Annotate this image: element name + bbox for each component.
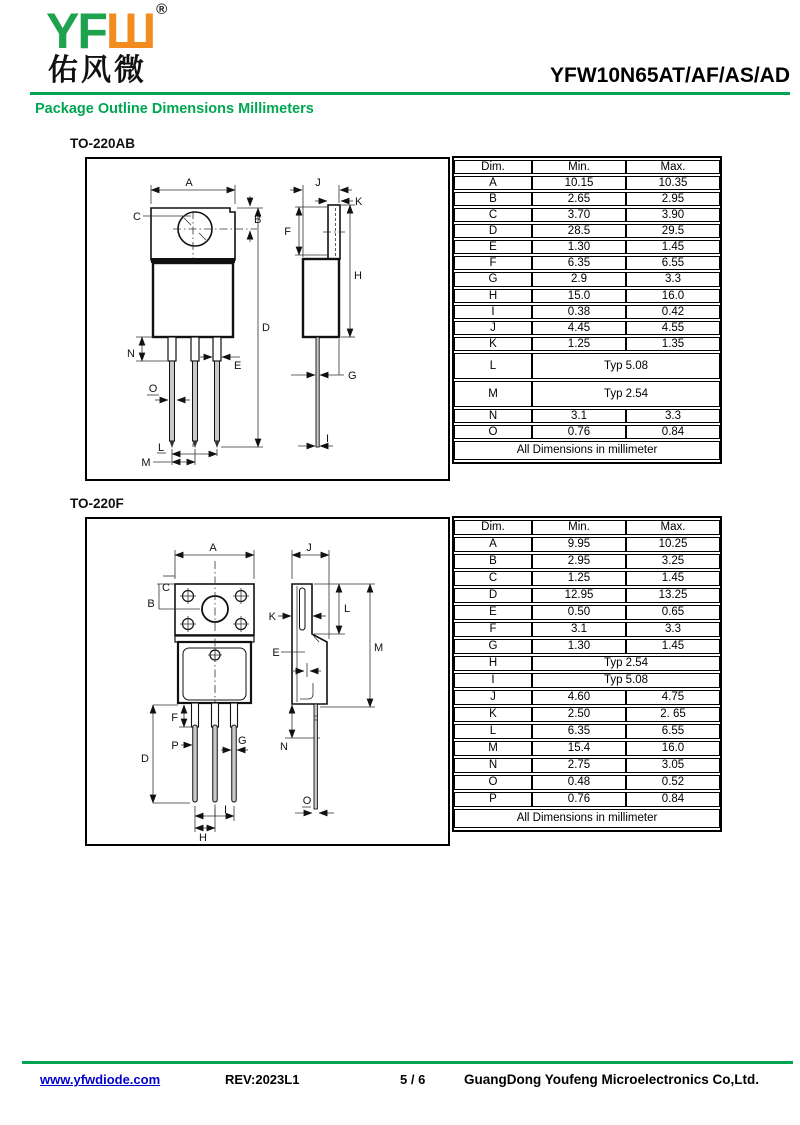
table-cell: 3.1 <box>532 622 626 637</box>
table-cell: E <box>454 240 532 254</box>
table-cell: 15.4 <box>532 741 626 756</box>
table-cell: F <box>454 256 532 270</box>
table-cell: Max. <box>626 160 720 174</box>
table-cell: O <box>454 425 532 439</box>
company-name: GuangDong Youfeng Microelectronics Co,Ltd. <box>464 1072 760 1087</box>
dim-label-A: A <box>209 542 217 554</box>
table-cell: Max. <box>626 520 720 535</box>
table-cell: E <box>454 605 532 620</box>
table-cell: 6.35 <box>532 724 626 739</box>
table-cell: 6.55 <box>626 256 720 270</box>
table-cell: 0.76 <box>532 792 626 807</box>
table-cell: 3.3 <box>626 409 720 423</box>
table-cell: B <box>454 554 532 569</box>
table-cell: 3.70 <box>532 208 626 222</box>
table-cell: 3.25 <box>626 554 720 569</box>
dim-label-N: N <box>280 741 288 753</box>
section-label-to220f: TO-220F <box>70 496 124 511</box>
table-row <box>454 707 720 722</box>
table-cell: H <box>454 656 532 671</box>
table-cell: N <box>454 409 532 423</box>
table-row <box>454 208 720 222</box>
table-row <box>454 337 720 351</box>
table-cell: L <box>454 724 532 739</box>
dim-label-K: K <box>268 611 276 623</box>
dim-label-O: O <box>302 795 312 807</box>
section-label-to220ab: TO-220AB <box>70 136 136 151</box>
table-cell: 0.48 <box>532 775 626 790</box>
table-row <box>454 639 720 654</box>
table-row <box>454 176 720 190</box>
table-cell: All Dimensions in millimeter <box>454 809 720 828</box>
table-row <box>454 381 720 407</box>
table-cell: 2.75 <box>532 758 626 773</box>
to220f-drawing-box <box>85 517 450 846</box>
table-cell: 1.25 <box>532 337 626 351</box>
table-row <box>454 425 720 439</box>
table-cell: 0.42 <box>626 305 720 319</box>
table-cell: J <box>454 321 532 335</box>
table-cell: 28.5 <box>532 224 626 238</box>
footer-divider <box>22 1061 793 1064</box>
dim-label-D: D <box>141 753 149 765</box>
table-row <box>454 673 720 688</box>
table-cell: 6.55 <box>626 724 720 739</box>
table-cell: Dim. <box>454 160 532 174</box>
table-cell: Typ 5.08 <box>532 353 720 379</box>
revision-label: REV:2023L1 <box>225 1072 300 1087</box>
table-cell: 3.3 <box>626 622 720 637</box>
table-row <box>454 353 720 379</box>
table-cell: D <box>454 224 532 238</box>
table-cell: D <box>454 588 532 603</box>
table-cell: 16.0 <box>626 289 720 303</box>
table-header-row <box>454 520 720 535</box>
table-cell: I <box>454 673 532 688</box>
table-row <box>454 224 720 238</box>
dim-label-F: F <box>284 226 291 238</box>
table-cell: L <box>454 353 532 379</box>
dim-label-M: M <box>141 457 151 469</box>
table-cell: 9.95 <box>532 537 626 552</box>
table-cell: 4.75 <box>626 690 720 705</box>
table-cell: K <box>454 337 532 351</box>
table-row <box>454 605 720 620</box>
table-cell: 0.52 <box>626 775 720 790</box>
table-row <box>454 256 720 270</box>
dim-label-N: N <box>127 348 135 360</box>
table-row <box>454 622 720 637</box>
page-number: 5 / 6 <box>400 1072 426 1087</box>
table-cell: G <box>454 639 532 654</box>
dim-label-P: P <box>171 740 179 752</box>
table-cell: Typ 2.54 <box>532 656 720 671</box>
table-cell: 1.25 <box>532 571 626 586</box>
table-cell: 3.90 <box>626 208 720 222</box>
to220ab-side-view <box>284 177 363 447</box>
registered-trademark-icon: ® <box>156 1 168 18</box>
dim-label-I: I <box>224 804 228 816</box>
table-row <box>454 321 720 335</box>
dim-label-H: H <box>199 832 207 844</box>
dim-label-O: O <box>148 383 158 395</box>
table-cell: 15.0 <box>532 289 626 303</box>
logo-yf-text: YF <box>46 3 106 59</box>
table-cell: 6.35 <box>532 256 626 270</box>
table-cell: J <box>454 690 532 705</box>
table-row <box>454 758 720 773</box>
table-cell: K <box>454 707 532 722</box>
table-cell: Min. <box>532 520 626 535</box>
table-cell: 4.55 <box>626 321 720 335</box>
table-cell: 0.76 <box>532 425 626 439</box>
table-cell: 1.45 <box>626 639 720 654</box>
dim-label-J: J <box>306 542 312 554</box>
table-cell: 1.30 <box>532 639 626 654</box>
table-row <box>454 305 720 319</box>
table-cell: 2.95 <box>532 554 626 569</box>
table-row <box>454 554 720 569</box>
dim-label-L: L <box>344 603 351 615</box>
table-row <box>454 792 720 807</box>
table-row <box>454 775 720 790</box>
to220f-front-view <box>141 542 254 844</box>
table-cell: N <box>454 758 532 773</box>
to220f-outline-drawing <box>87 519 448 844</box>
to220f-side-view <box>269 542 384 813</box>
table-cell: 3.1 <box>532 409 626 423</box>
table-cell: 2.50 <box>532 707 626 722</box>
table-row <box>454 537 720 552</box>
table-row <box>454 192 720 206</box>
table-cell: 1.35 <box>626 337 720 351</box>
table-cell: 4.60 <box>532 690 626 705</box>
dim-label-K: K <box>355 196 363 208</box>
dim-label-B: B <box>147 598 155 610</box>
table-row <box>454 289 720 303</box>
table-cell: Min. <box>532 160 626 174</box>
table-cell: 3.3 <box>626 272 720 286</box>
table-cell: C <box>454 571 532 586</box>
dim-label-D: D <box>262 322 270 334</box>
table-cell: 1.30 <box>532 240 626 254</box>
logo-chinese-name: 佑风微 <box>48 54 147 87</box>
table-cell: F <box>454 622 532 637</box>
table-cell: 4.45 <box>532 321 626 335</box>
table-cell: C <box>454 208 532 222</box>
page-heading: Package Outline Dimensions Millimeters <box>35 101 314 117</box>
dimension-table-to220f <box>452 516 722 832</box>
table-cell: 1.45 <box>626 240 720 254</box>
dim-label-A: A <box>185 177 193 189</box>
part-number-title: YFW10N65AT/AF/AS/AD <box>550 64 790 87</box>
dim-label-J: J <box>315 177 321 189</box>
table-cell: 1.45 <box>626 571 720 586</box>
table-cell: 16.0 <box>626 741 720 756</box>
table-cell: 2. 65 <box>626 707 720 722</box>
table-cell: I <box>454 305 532 319</box>
company-logo <box>46 1 168 59</box>
table-cell: M <box>454 741 532 756</box>
table-cell: 2.9 <box>532 272 626 286</box>
table-footer-row <box>454 809 720 828</box>
table-cell: All Dimensions in millimeter <box>454 441 720 460</box>
table-cell: A <box>454 176 532 190</box>
dim-label-C: C <box>162 582 170 594</box>
table-cell: O <box>454 775 532 790</box>
table-cell: 0.38 <box>532 305 626 319</box>
table-cell: 29.5 <box>626 224 720 238</box>
table-header-row <box>454 160 720 174</box>
table-cell: 10.25 <box>626 537 720 552</box>
table-cell: 13.25 <box>626 588 720 603</box>
table-footer-row <box>454 441 720 460</box>
to220ab-drawing-box <box>85 157 450 481</box>
dim-label-L: L <box>157 442 165 454</box>
dim-label-I: I <box>326 433 330 445</box>
table-row <box>454 272 720 286</box>
website-link[interactable]: www.yfwdiode.com <box>40 1072 161 1087</box>
dim-label-F: F <box>171 712 178 724</box>
table-cell: M <box>454 381 532 407</box>
table-cell: 0.50 <box>532 605 626 620</box>
table-cell: 0.84 <box>626 792 720 807</box>
table-cell: A <box>454 537 532 552</box>
dim-label-H: H <box>354 270 362 282</box>
table-cell: 10.35 <box>626 176 720 190</box>
table-row <box>454 724 720 739</box>
table-cell: 3.05 <box>626 758 720 773</box>
table-row <box>454 240 720 254</box>
to220ab-outline-drawing <box>87 159 448 479</box>
dim-label-C: C <box>133 211 141 223</box>
table-row <box>454 741 720 756</box>
table-cell: B <box>454 192 532 206</box>
header-divider <box>30 92 790 95</box>
to220ab-front-view <box>127 177 270 469</box>
table-cell: G <box>454 272 532 286</box>
table-cell: 0.65 <box>626 605 720 620</box>
logo-w-glyph: Ш <box>105 3 157 59</box>
dim-label-G: G <box>238 735 247 747</box>
table-row <box>454 690 720 705</box>
table-cell: 12.95 <box>532 588 626 603</box>
table-row <box>454 656 720 671</box>
table-row <box>454 571 720 586</box>
dim-label-E: E <box>234 360 242 372</box>
table-cell: H <box>454 289 532 303</box>
table-cell: 2.65 <box>532 192 626 206</box>
dim-label-G: G <box>348 370 357 382</box>
table-cell: 10.15 <box>532 176 626 190</box>
table-cell: Typ 2.54 <box>532 381 720 407</box>
table-cell: Dim. <box>454 520 532 535</box>
table-cell: 0.84 <box>626 425 720 439</box>
table-row <box>454 588 720 603</box>
table-cell: Typ 5.08 <box>532 673 720 688</box>
dim-label-B: B <box>254 214 262 226</box>
table-cell: 2.95 <box>626 192 720 206</box>
table-row <box>454 409 720 423</box>
dimension-table-to220ab <box>452 156 722 464</box>
dim-label-E: E <box>272 647 280 659</box>
dim-label-M: M <box>374 642 384 654</box>
table-cell: P <box>454 792 532 807</box>
